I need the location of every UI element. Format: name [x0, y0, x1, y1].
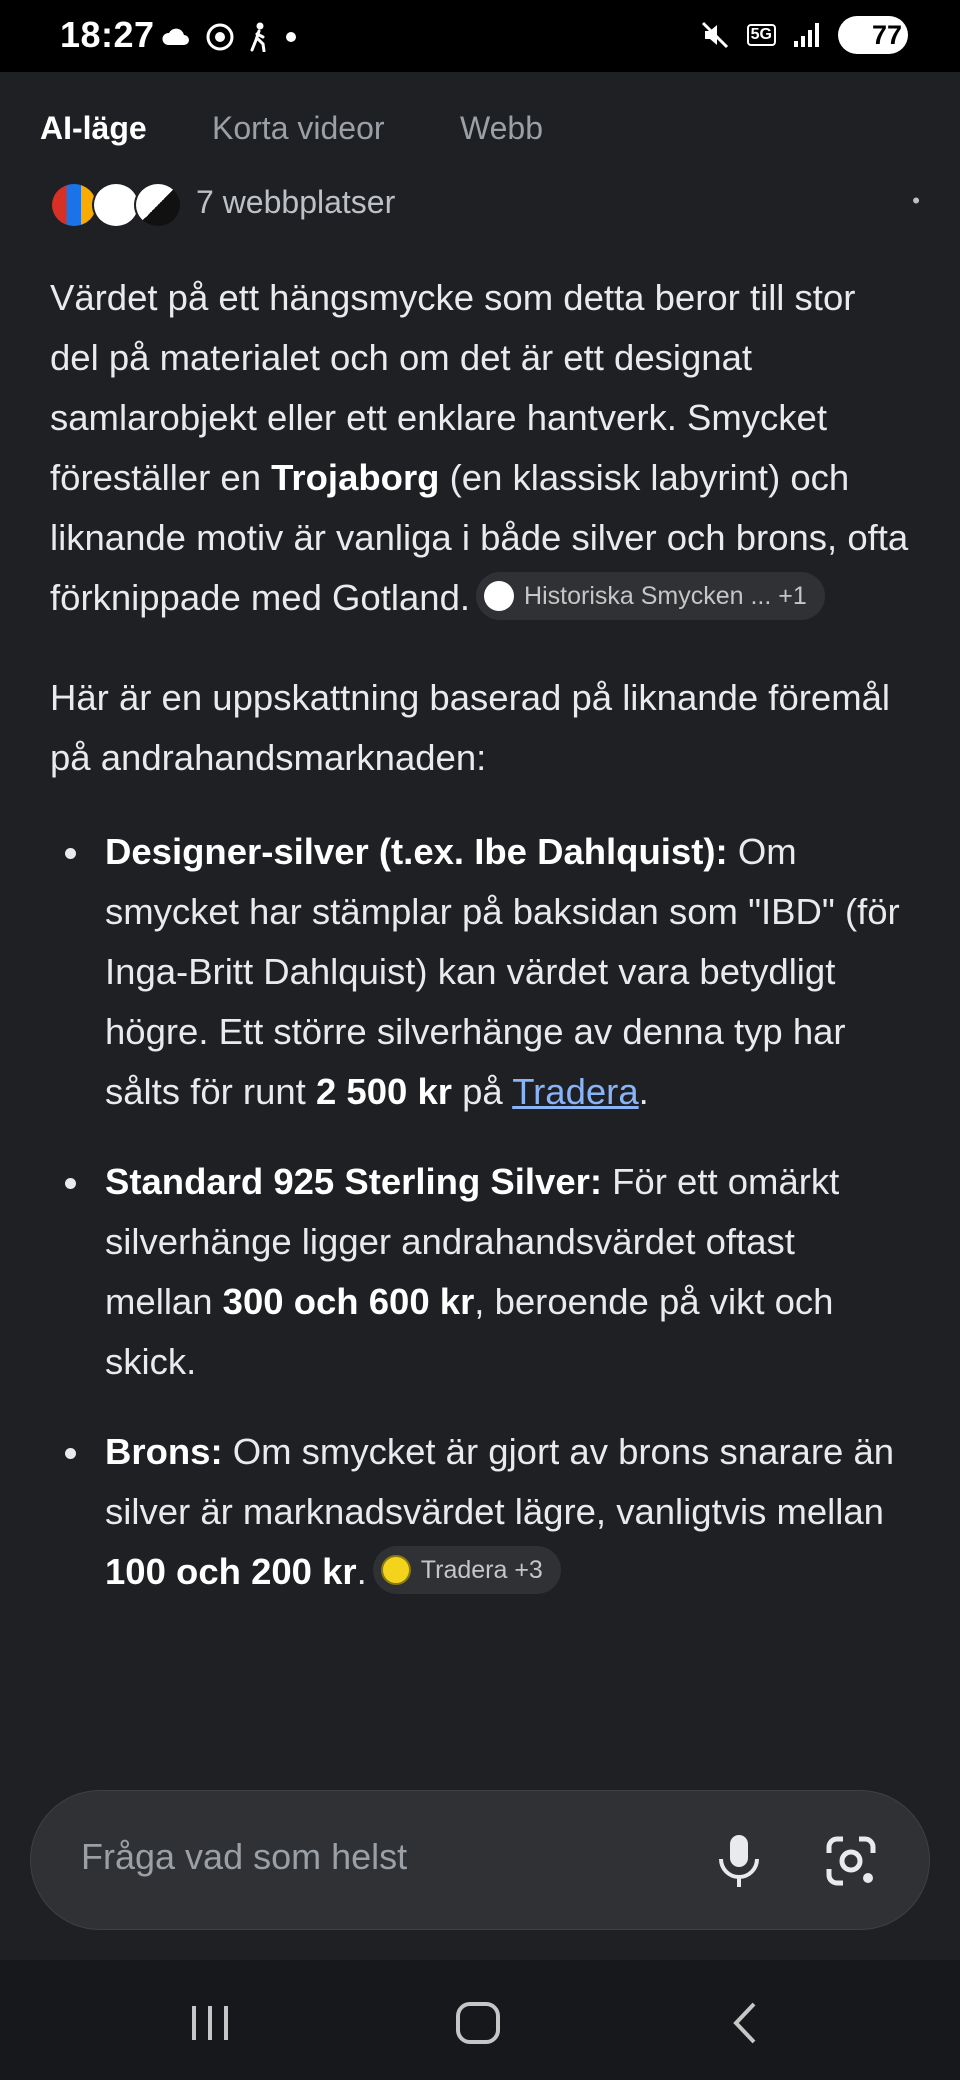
list-item-title: Designer-silver (t.ex. Ibe Dahlquist):	[105, 831, 728, 872]
intro-bold-text: Trojaborg	[271, 457, 440, 498]
dot-icon	[284, 30, 298, 44]
tab-ai-mode[interactable]: AI-läge	[40, 110, 147, 146]
list-item-text: .	[638, 1071, 649, 1112]
home-icon[interactable]	[448, 1998, 508, 2048]
status-time: 18:27	[60, 14, 155, 55]
list-item	[50, 1422, 910, 1602]
intro-text: Värdet på ett hängsmycke som detta beror till stor del på materialet och om det är ett designat samlarobjekt eller ett enklare hantverk. Smycket föreställer en	[50, 277, 856, 498]
list-item-title: Brons:	[105, 1431, 223, 1472]
source-chip-label: Tradera +3	[420, 1556, 543, 1585]
list-item-text: , beroende på vikt och skick.	[105, 1281, 834, 1382]
google-lens-icon[interactable]	[821, 1831, 881, 1891]
source-chip[interactable]	[476, 572, 825, 620]
price-list	[50, 822, 910, 1602]
list-item-price: 300 och 600 kr	[222, 1281, 475, 1322]
battery-level: 77	[871, 19, 902, 50]
search-mode-tabs	[0, 72, 960, 182]
list-item-text: .	[356, 1551, 367, 1592]
list-item-title: Standard 925 Sterling Silver:	[105, 1161, 602, 1202]
network-type-label: 5G	[747, 24, 776, 46]
list-item	[50, 1152, 910, 1392]
status-left-icons	[160, 22, 298, 52]
list-item-text: Om smycket är gjort av brons snarare än silver är marknadsvärdet lägre, vanligtvis mellan	[105, 1431, 895, 1532]
list-item-text: För ett omärkt silverhänge ligger andrahandsvärdet oftast mellan	[105, 1161, 840, 1322]
mute-icon	[699, 19, 731, 51]
signal-icon	[792, 21, 822, 49]
battery-indicator	[838, 16, 908, 54]
cloud-icon	[160, 25, 192, 49]
intro-text-end: (en klassisk labyrint) och liknande motiv är vanliga i både silver och brons, ofta förknippade med Gotland.	[50, 457, 909, 618]
list-item-text: på	[451, 1071, 513, 1112]
list-item-price: 2 500 kr	[315, 1071, 452, 1112]
list-item-text: Om smycket har stämplar på baksidan som "IBD" (för Inga-Britt Dahlquist) kan värdet vara betydligt högre. Ett större silverhänge av denna typ har sålts för runt	[105, 831, 900, 1112]
chrome-icon	[206, 23, 234, 51]
microphone-icon[interactable]	[711, 1831, 767, 1891]
ask-input-bar[interactable]	[30, 1790, 930, 1930]
source-favicon-icon	[134, 182, 182, 228]
answer-intro	[50, 268, 910, 628]
source-favicon-icon	[484, 581, 514, 611]
source-favicons	[50, 182, 182, 228]
tradera-link[interactable]: Tradera	[512, 1071, 639, 1112]
back-icon[interactable]	[716, 1998, 776, 2048]
walking-icon	[248, 22, 270, 52]
tab-short-videos[interactable]: Korta videor	[212, 110, 385, 146]
status-bar	[0, 0, 960, 72]
source-favicon-icon	[50, 182, 98, 228]
list-item-price: 100 och 200 kr	[105, 1551, 357, 1592]
more-options-icon[interactable]: •	[912, 188, 920, 213]
source-chip-label: Historiska Smycken ... +1	[524, 582, 807, 611]
ai-answer	[50, 268, 910, 1632]
tab-web[interactable]: Webb	[460, 110, 544, 146]
estimate-intro: Här är en uppskattning baserad på liknande föremål på andrahandsmarknaden:	[50, 677, 891, 778]
recent-apps-icon[interactable]	[180, 1998, 240, 2048]
search-input[interactable]: Fråga vad som helst	[81, 1836, 408, 1877]
source-chip[interactable]	[373, 1546, 561, 1594]
source-favicon-icon	[381, 1555, 411, 1585]
system-nav-bar	[0, 1960, 960, 2080]
source-favicon-icon	[92, 182, 140, 228]
sources-row[interactable]	[50, 182, 930, 232]
status-right-icons	[699, 16, 908, 54]
list-item	[50, 822, 910, 1122]
sources-count-label: 7 webbplatser	[196, 184, 396, 220]
